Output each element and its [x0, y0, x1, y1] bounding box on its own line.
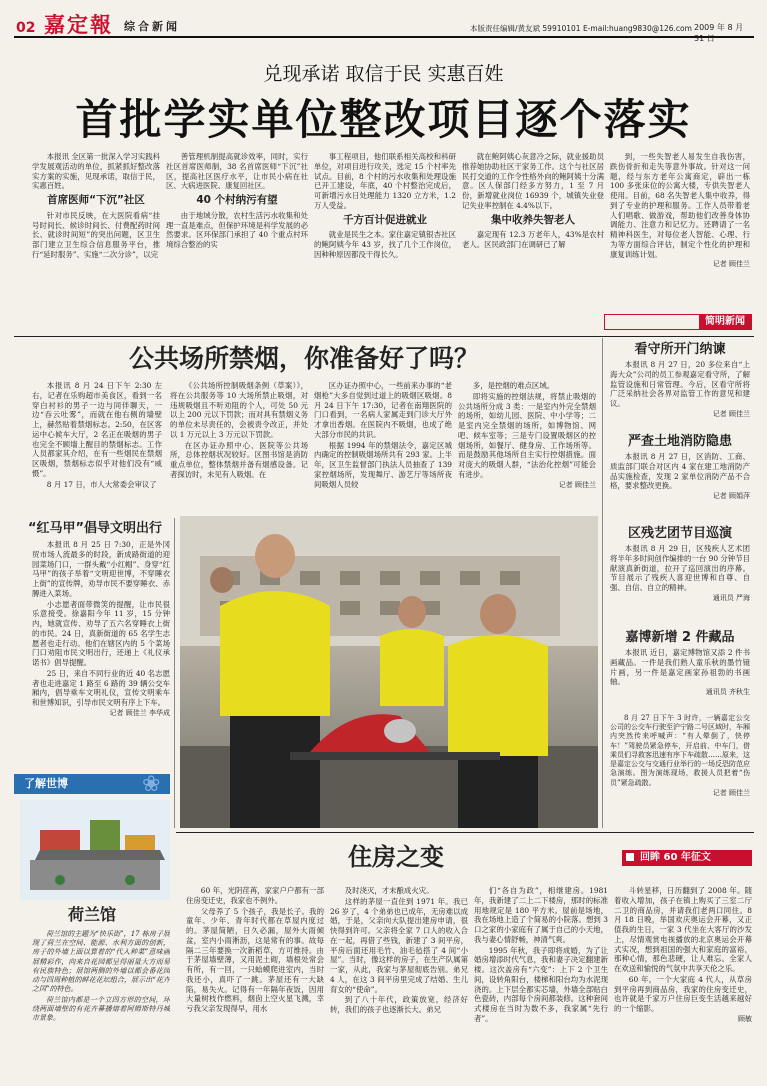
smoking-col-4: 多，是控烟的难点区域。 即将实施的控烟法规，将禁止吸烟的公共场所分成 3 类：一是室内外完全禁烟的场所，如幼儿园、医院、中小学等；二是室内完全禁烟的场所，如博物馆、网吧、候车室等；三是专门设置吸烟区的控烟场所，如餐厅、健身房、工作场所等。而是鼓励其他场所自主实行控烟措施。面对庞大的吸烟人群，“法治化控烟”可能会有进步。 记者 顾佳兰: [458, 381, 596, 489]
lead-subhead-3: 千方百计促进就业: [343, 213, 427, 226]
brief-item-2: 严查土地消防隐患 本报讯 8 月 27 日，区消防、工商、质监部门联合对区内 4 家在建工地消防产品实施检查，发现 2 家单位消防产品不合格，要求整改更换。 记者 顾娟萍: [610, 434, 750, 501]
expo-bar-title: 了解世博: [24, 777, 68, 790]
housing-col-2: 及时浇灭，才未酿成火灾。 这样的茅屋一直住到 1971 年。我已 26 岁了，4 个弟弟也已成年，无房难以成婚，于是，父亲向大队提出建房申请，很快得到许可。父亲将全家 7 口人的收入合在一起，再借了些钱，新建了 3 间平房，平房后面还用毛竹、油毛毡搭了 4 间“小屋”。当时，像这样的房子，在生产队属第一家，从此，我家与茅屋彻底告别。弟兄 4 人，在这 3 间平房里完成了结婚、生儿育女的“使命”。 到了八十年代，政策放宽，经济好转，我们的孩子也逐渐长大。弟兄: [330, 886, 468, 1015]
editors-line: 本版责任编辑/黄友斌 59910101 E-mail:huang9830@126.com: [470, 24, 692, 33]
lead-divider: [14, 336, 754, 337]
section-name: 综合新闻: [124, 20, 180, 33]
lead-kicker: 兑现承诺 取信于民 实惠百姓: [263, 63, 504, 85]
pavilion-title: 荷兰馆: [67, 905, 116, 924]
blue-swirl-icon: ❀: [142, 772, 161, 797]
lead-col-2: 善管理机制提高就诊效率，同时，实行社区首席医师制，38 名首席医师“下沉”社区，提高社区医疗水平，让市民小病在社区、大病进医院、康复回社区。 40 个村纳污有望 由于地域分散，农村生活污水收集和处理一直是难点，但保护环境是科学发展的必然要求。区环保部门承担了 40 个重点村环境综合整治的实: [166, 152, 308, 250]
photo-caption: 8 月 27 日下午 3 时许，一辆嘉定公交公司的公交车行驶至沪宁路二号区域时，车厢内突然传来呼喊声：“有人晕倒了，快停车！”驾驶员紧急停车，开启前、中车门，借乘员们寻救客迅速有序下车疏散……原来，这是嘉定公交与交通行业举行的一场反恐防范应急演练。图为演练现场，救援人员把着“伤员”紧急疏散。 记者 顾佳兰: [610, 714, 750, 797]
rescue-drill-photo: [180, 516, 598, 828]
smoking-col-1: 本报讯 8 月 24 日下午 2:30 左右，记者在乐购超市美食区，看到一名穿白衬衫的男子一边与同伴聊天，一边“吞云吐雾”，而就在他右侧的墙壁上，赫然贴着禁烟标志。2:50，在区客运中心候车大厅，2 名正在吸烟的男子也完全不顾墙上醒目的禁烟标志。工作人员都家其介绍，在有一些烟民在禁烟区吸烟，禁烟标志似乎对他们没有“威慑”。 8 月 17 日，市人大常委会审议了: [32, 381, 162, 489]
brief-item-3: 区残艺团节目巡演 本报讯 8 月 29 日，区残疾人艺术团将半年多时间创作编排的一台 90 分钟节目献演真新街道，拉开了巡回演出的序幕。节目展示了残疾人喜迎世博和自尊、自强、自信、自立的精神。 通讯员 严海: [610, 526, 750, 602]
pavilion-illustration: [20, 800, 170, 900]
redvest-title: “红马甲”倡导文明出行: [27, 521, 163, 536]
lead-subhead-1: 首席医师“下沉”社区: [47, 194, 145, 207]
lead-col-4: 就在鲍阿姨心灰意冷之际，就业援助员推荐她协助社区干家务工作。这个与社区居民打交道的工作令性格外向的鲍阿姨十分满意。区人保部门经多方努力，1 至 7 月份，新增就业岗位 16939 个，城镇失业登记失业率控制在 4.4%以下。 集中收养失智老人 嘉定现有 12.3 万老年人，43%是农村老人。区民政部门在调研已了解: [462, 152, 604, 250]
housing-col-3: 们“各自为政”，相继建房。1981 年，我新建了二上二下楼房，那时的标准用地规定是 180 平方米。屋前是场地，我在场地上造了个简易的小院落。想到 3 口之家的小家庭有了属于自己的小天地，我与妻心情舒畅，神清气爽。 1995 年秋，我子即将成婚，为了让婚房增添时代气息，我和妻子决定翻建新楼。这次盖房有“六变”：上下 2 个卫生间，设转角阳台，楼梯和阳台均为水泥现浇的。上下层全都实芯墙，外墙全部贴白色瓷砖，内部每个房间都装修。这种套间式楼房在当时为数不多，我家属“先行者”。: [474, 886, 608, 1023]
brief-item-4: 嘉博新增 2 件藏品 本报讯 近日，嘉定博物馆又添 2 件书画藏品。一件是我们熟人童乐秋的墨竹镜片画，另一件是嘉定画家孙祖勃的书画轴。 通讯员 齐秋生: [610, 630, 750, 697]
smoking-col-2: 《公共场所控制吸烟条例（草案）》，将在公共服务等 10 大场所禁止吸烟，对违规吸烟且不听劝阻的个人，可处 50 元以上 200 元以下罚款；而对具有禁烟义务的单位未尽责任的，会被责令改正，并处以 1 万元以上 3 万元以下罚款。 在区办证办照中心、医院等公共场所，总体控烟状况较好。区图书馆是消防重点单位，整体禁烟并备有烟感设备。记者探访时，未见有人吸烟。在: [170, 381, 308, 479]
housing-bar-title: 回眸 60 年征文: [640, 852, 711, 863]
lead-col-5: 到，一些失智老人易发生自我伤害，跌伤骨折和走失等意外事故。针对这一问题，经与东方老年公寓商定，辟出一栋 100 多张床位的公寓大楼，专供失智老人使用。目前，68 名失智老人集中收养，得到了专业的护理和服务。工作人员带着老人们唱歌、做游戏，帮助他们改善身体协调能力、注意力和记忆力。还聘请了一名精神科医生，对每位老人智能、心理、行为等方面综合评估，制定个性化的护理和康复训练计划。 记者 顾佳兰: [610, 152, 750, 269]
news-photo: [180, 516, 598, 828]
lead-title: 首批学实单位整改项目逐个落实: [75, 95, 692, 144]
lead-col-1: 本报讯 全区第一批深入学习实践科学发展观活动的单位，抓紧抓好整改落实方案的实施，见现承诺，取信于民，实惠百姓。 首席医师“下沉”社区 针对市民反映，在大医院看病“挂号时间长、候诊时间长、付费配药时间长、就诊时间短”的突出问题，区卫生部门建立卫生综合信息服务平台，推行“延时服务”、实施“二次分诊”，以完: [32, 152, 160, 259]
smoking-title: 公共场所禁烟，你准备好了吗？: [128, 344, 479, 373]
housing-title: 住房之变: [348, 843, 444, 871]
housing-col-1: 60 年，光阴荏苒，家家户户都有一部住房变迁史，我家也不例外。 父母养了 5 个孩子，我是长子。我的童年、少年、青年时代都在草屋内度过的。茅屋简陋，日久必漏，屋外大雨倾盆，室内小雨淅沥，这是常有的事。故每隔二三年要换一次新稻草，方可维持。由于茅屋墙壁薄，又用泥土砌，墙根处常会有所，有一回，一只蛤蟆爬进室内，当时我还小，真吓了一跳。茅屋还有一大缺陷，易失火。记得有一年隔年夜饭，因用大量树枝作燃料，烟囱上空火星飞溅，幸亏我父亲发现得早，用水: [186, 886, 324, 1014]
issue-date: 2009 年 8 月 31 日: [694, 23, 744, 43]
housing-bar: [622, 850, 752, 866]
left-divider: [174, 518, 175, 828]
masthead: 嘉定報: [44, 12, 113, 37]
brief-item-1: 看守所开门纳谏 本报讯 8 月 27 日，20 多位来自“上海大众”公司的员工参观嘉定看守所，了解监管设施和日常管理。今后，区看守所将广泛采纳社会各界对监管工作的意见和建议。 记者 顾佳兰: [610, 342, 750, 418]
page-header: [14, 8, 754, 43]
brief-bar-title: 简明新闻: [699, 315, 751, 329]
lead-subhead-2: 40 个村纳污有望: [196, 194, 278, 207]
brief-bar: [604, 314, 752, 330]
expo-bar: [14, 772, 170, 797]
smoking-col-3: 区办证办照中心，一些前来办事的“老烟枪”大多自觉到过道上的吸烟区吸烟。8 月 24 日下午 17:30，记者在南翔医院的门口看到，一名病人家属走到门诊大厅外才拿出香烟。在医院内不吸烟，也成了绝大部分市民的共识。 根据 1994 年的禁烟法令，嘉定区城内确定的控制吸烟场所共有 293 家。上半年，区卫生监督部门执法人员抽查了 139 家控烟场所，发现舞厅、游艺厅等场所夜间吸烟人员较: [314, 381, 452, 489]
housing-col-4: 斗转星移，日历翻到了 2008 年。随着收入增加，孩子在镇上购买了三室二厅二卫的商品房，并请我们老两口同住。8 月 18 日晚，举国欢庆奥运会开幕，又正值我的生日，一家 3 代坐在大客厅的沙发上，尽情观赏电视播放的北京奥运会开幕式实况，想到祖国的强大和家庭的富裕，那种心情，那色悲硬，让人难忘。全家人在欢送和愉悦的气氛中共享天伦之乐。 60 年，一个大家庭 4 代人，从草房到平房再到商品房，我家的住房变迁史，也许就是千家万户住房巨变生活越来越好的一个缩影。 顾敏: [614, 886, 752, 1023]
brief-divider: [602, 338, 603, 828]
page-number: 02: [16, 20, 36, 36]
housing-top-rule: [176, 832, 754, 833]
pavilion-body: 荷兰馆的主题为“快乐街”，17 栋房子展现了荷兰在空间、能源、水利方面的创新，房子的外墙上面以算着的“代入种菜”意味画展精彩作，向来自花园都呈得丽量大方而易有民族特色；展馆两侧的外墙以都会番花园动与四周种植的鲜花花坛组合，展示出“花卉之国”的特色。 荷兰馆内都是一个立四方形的空间，环绕两面墙壁的有花卉幕播熔着阿姆斯特丹城市景象。: [32, 930, 170, 1023]
redvest-body: 本报讯 8 月 25 日 7:30，正是外冈贸市场人流最多的时段，新成路街道的迎园菜场门口，一群头戴“小红帽”、身穿“红马甲”的孩子举着“文明迎世博，不穿睡衣上街”的宣传牌，劝导市民不要穿睡衣、赤膊进入菜场。 小志愿者面带微笑的提醒，让市民很乐意接受。徐嘉阳今年 11 岁，15 分钟内，她就宣传、劝导了五六名穿睡衣上街的市民。24 日，真新街道的 65 名学生志愿者也走行动。他们在辖区内的 5 个菜场门口劝阻市民文明出行，还递上《礼仪承诺书》倡导提醒。 25 日，来自不同行业的近 40 名志愿者也走进嘉定 1 路至 6 路的 39 辆公交车厢内，倡导乘车文明礼仪，宣传文明乘车和世博知识，引导市民文明有序上下车。 记者 顾佳兰 李华成: [32, 540, 170, 718]
lead-subhead-4: 集中收养失智老人: [491, 213, 575, 226]
lead-col-3: 事工程项目，他们联系相关高校和科研单位，对项目进行攻关，选定 15 个村率先试点。目前，8 个村的污水收集和处理设施已开工建设，年底，40 个村整治完成后，可新增污水日处理能力 1320 立方米，1.2 万人受益。 千方百计促进就业 就业是民生之本。家住嘉定镇银杏社区的鲍阿姨今年 43 岁，找了几个工作岗位，因种种原因都没干得长久。: [314, 152, 456, 259]
tag-square-icon: [626, 853, 634, 861]
